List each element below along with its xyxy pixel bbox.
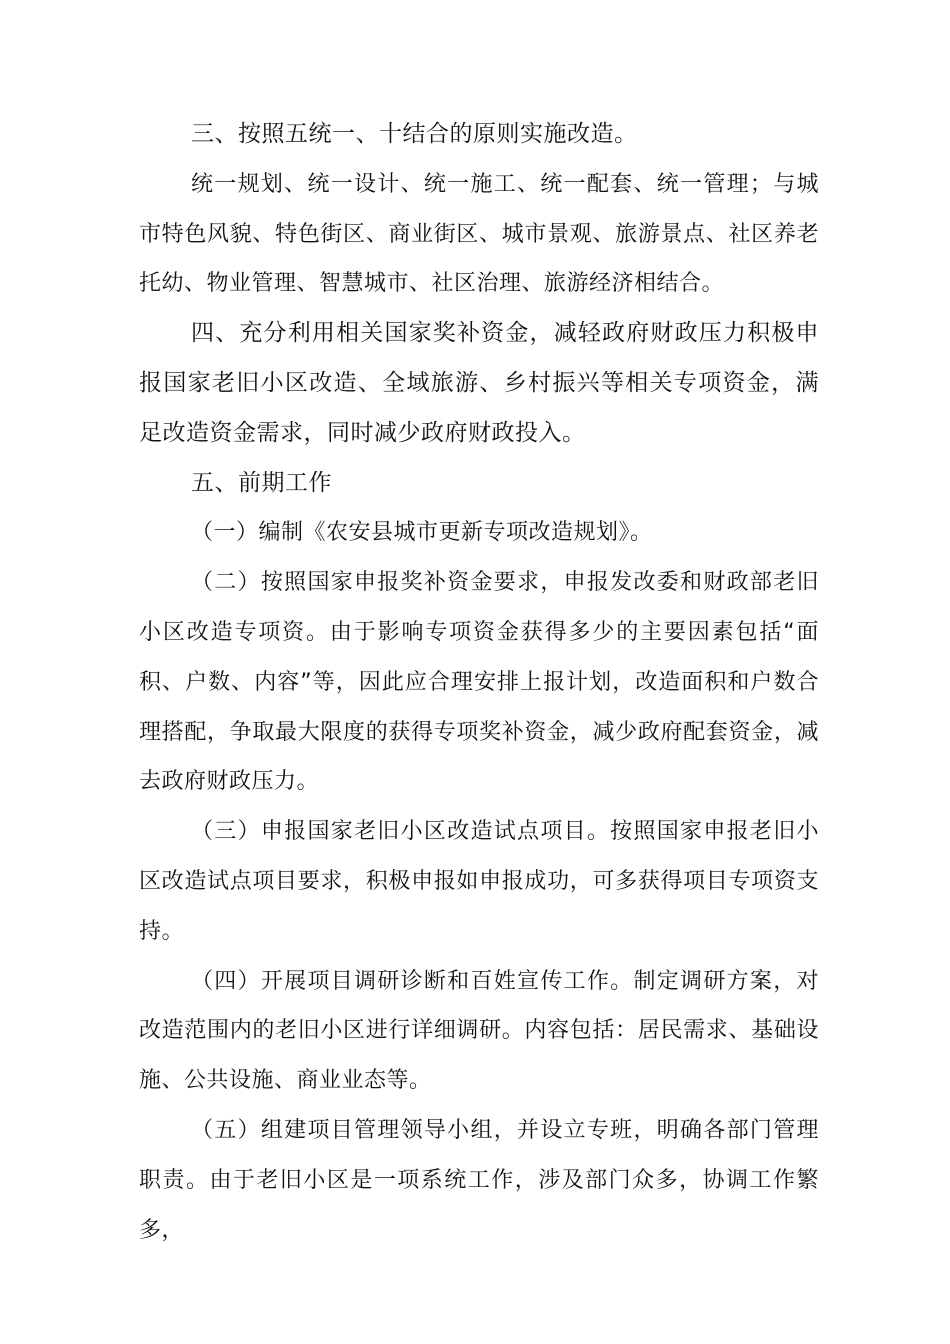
list-item: （四）开展项目调研诊断和百姓宣传工作。制定调研方案，对改造范围内的老旧小区进行详细调研。内容包括：居民需求、基础设施、公共设施、商业业态等。 xyxy=(139,968,819,1094)
list-item: （三）申报国家老旧小区改造试点项目。按照国家申报老旧小区改造试点项目要求，积极申报如申报成功，可多获得项目专项资支持。 xyxy=(139,819,819,944)
principles-paragraph: 统一规划、统一设计、统一施工、统一配套、统一管理；与城市特色风貌、特色街区、商业街区、城市景观、旅游景点、社区养老托幼、物业管理、智慧城市、社区治理、旅游经济相结合。 xyxy=(139,171,819,297)
list-item: （一）编制《农安县城市更新专项改造规划》。 xyxy=(191,520,653,546)
document-body xyxy=(139,110,819,1255)
section-heading-three: 三、按照五统一、十结合的原则实施改造。 xyxy=(191,121,638,147)
section-heading-five: 五、前期工作 xyxy=(191,469,332,496)
section-heading-four: 四、充分利用相关国家奖补资金，减轻政府财政压力积极申报国家老旧小区改造、全域旅游、乡村振兴等相关专项资金，满足改造资金需求，同时减少政府财政投入。 xyxy=(139,320,819,446)
list-item: （二）按照国家申报奖补资金要求，申报发改委和财政部老旧小区改造专项资。由于影响专项资金获得多少的主要因素包括“面积、户数、内容”等，因此应合理安排上报计划，改造面积和户数合理搭配，争取最大限度的获得专项奖补资金，减少政府配套资金，减去政府财政压力。 xyxy=(139,570,819,795)
list-item: （五）组建项目管理领导小组，并设立专班，明确各部门管理职责。由于老旧小区是一项系统工作，涉及部门众多，协调工作繁多， xyxy=(139,1117,819,1243)
